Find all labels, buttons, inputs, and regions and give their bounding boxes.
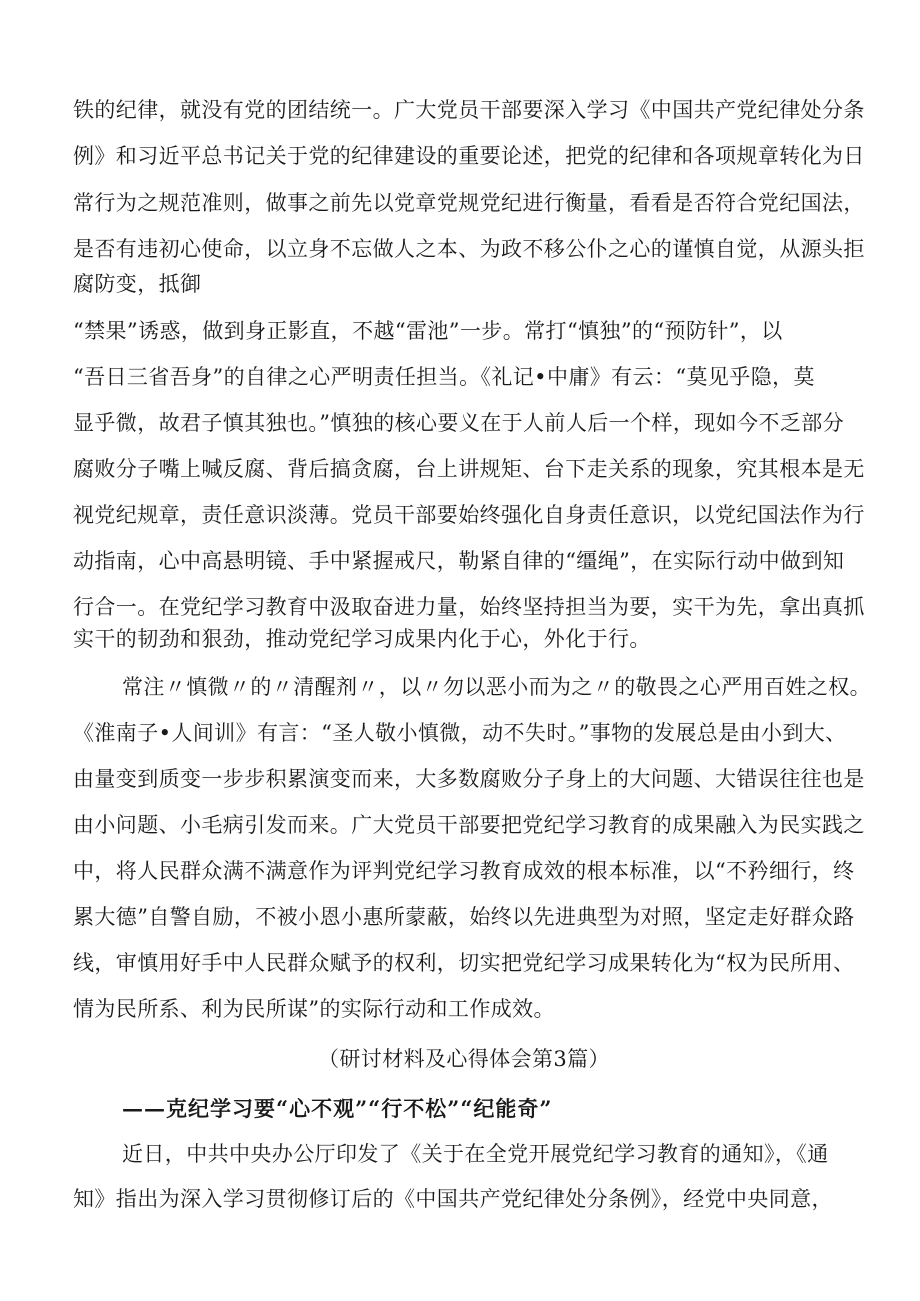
- section-subtitle: ——克纪学习要“心不观”“行不松”“纪能奇”: [122, 1096, 553, 1121]
- paragraph-line: 显乎微，故君子慎其独也。”慎独的核心要义在于人前人后一个样，现如今不乏部分: [73, 411, 845, 435]
- paragraph-line: 累大德”自警自励，不被小恩小惠所蒙蔽，始终以先进典型为对照，坚定走好群众路: [73, 905, 855, 929]
- paragraph-line: 腐防变，抵御: [73, 272, 202, 296]
- paragraph-line: 线，审慎用好手中人民群众赋予的权利，切实把党纪学习成果转化为“权为民所用、: [73, 951, 855, 975]
- paragraph-line: 铁的纪律，就没有党的团结统一。广大党员干部要深入学习《中国共产党纪律处分条: [73, 98, 865, 122]
- paragraph-line: 实干的韧劲和狠劲，推动党纪学习成果内化于心，外化于行。: [73, 627, 651, 651]
- paragraph-line: 情为民所系、利为民所谋”的实际行动和工作成效。: [73, 997, 555, 1021]
- paragraph-line: 由小问题、小毛病引发而来。广大党员干部要把党纪学习教育的成果融入为民实践之: [73, 813, 865, 837]
- paragraph-line: 《淮南子•人间训》有言：“圣人敬小慎微，动不失时。”事物的发展总是由小到大、: [73, 721, 847, 745]
- paragraph-line: 是否有违初心使命，以立身不忘做人之本、为政不移公仆之心的谨慎自觉，从源头拒: [73, 237, 865, 261]
- section-heading: （研讨材料及心得体会第3篇）: [318, 1047, 610, 1071]
- paragraph-line: 知》指出为深入学习贯彻修订后的《中国共产党纪律处分条例》，经党中央同意，: [73, 1187, 833, 1211]
- paragraph-line: 腐败分子嘴上喊反腐、背后搞贪腐，台上讲规矩、台下走关系的现象，究其根本是无: [73, 457, 865, 481]
- paragraph-line: “吾日三省吾身”的自律之心严明责任担当。《礼记•中庸》有云：“莫见乎隐，莫: [73, 365, 815, 389]
- paragraph-line: 中，将人民群众满不满意作为评判党纪学习教育成效的根本标准，以“不矜细行，终: [73, 859, 855, 883]
- paragraph-line: 近日，中共中央办公厅印发了《关于在全党开展党纪学习教育的通知》，《通: [122, 1142, 829, 1166]
- paragraph-line: “禁果”诱惑，做到身正影直，不越“雷池”一步。常打“慎独”的“预防针”，以: [73, 319, 783, 343]
- paragraph-line: 常注〃慎微〃的〃清醒剂〃，以〃勿以恶小而为之〃的敬畏之心严用百姓之权。: [122, 675, 871, 699]
- paragraph-line: 动指南，心中高悬明镜、手中紧握戒尺，勒紧自律的“缰绳”，在实际行动中做到知: [73, 549, 845, 573]
- paragraph-line: 例》和习近平总书记关于党的纪律建设的重要论述，把党的纪律和各项规章转化为日: [73, 144, 865, 168]
- paragraph-line: 视党纪规章，责任意识淡薄。党员干部要始终强化自身责任意识，以党纪国法作为行: [73, 503, 865, 527]
- paragraph-line: 由量变到质变一步步积累演变而来，大多数腐败分子身上的大问题、大错误往往也是: [73, 767, 865, 791]
- paragraph-line: 行合一。在党纪学习教育中汲取奋进力量，始终坚持担当为要，实干为先，拿出真抓: [73, 595, 865, 619]
- paragraph-line: 常行为之规范准则，做事之前先以党章党规党纪进行衡量，看看是否符合党纪国法，: [73, 191, 865, 215]
